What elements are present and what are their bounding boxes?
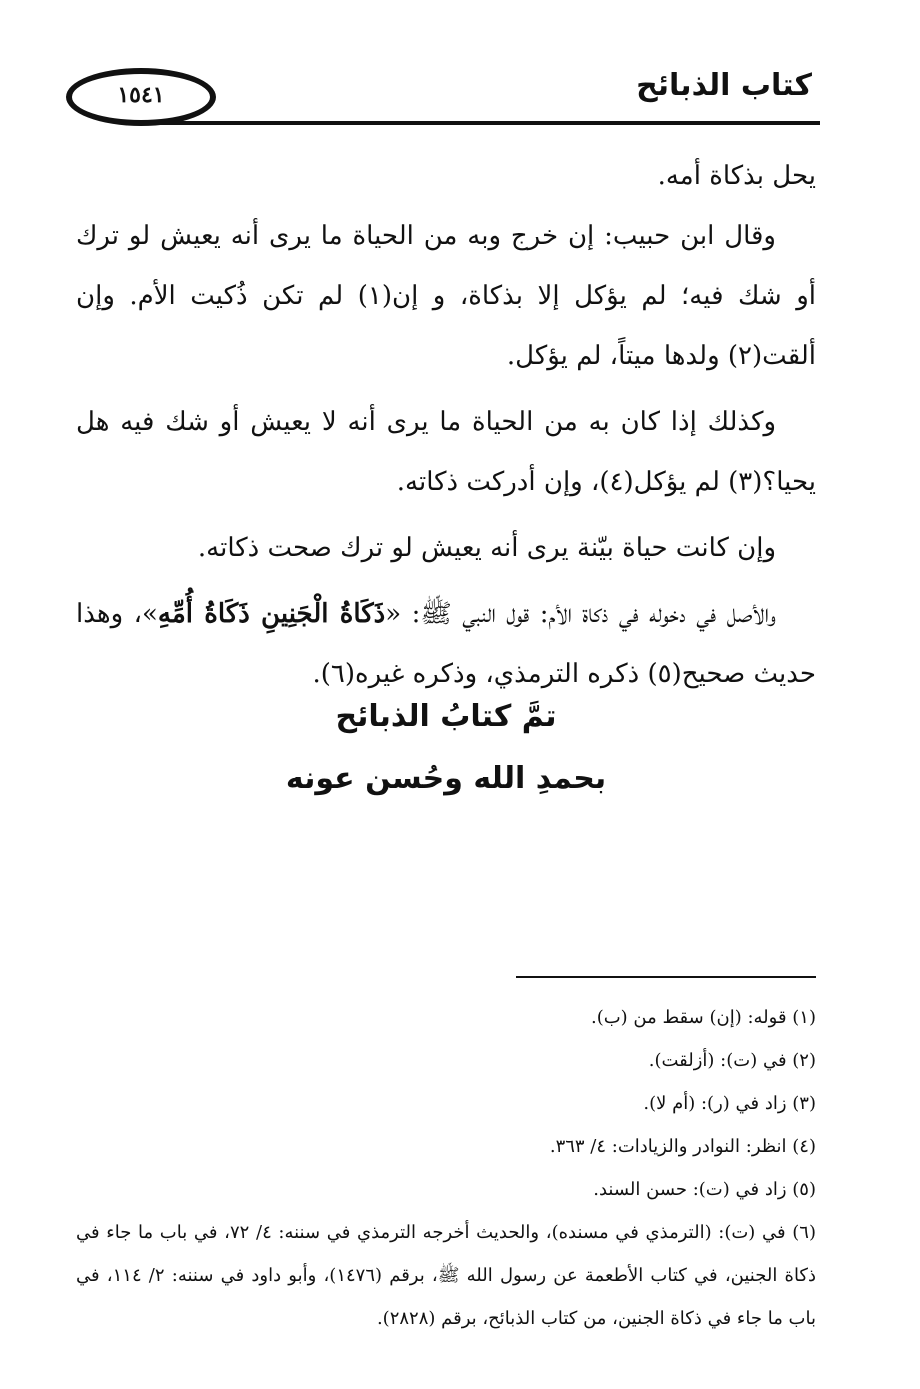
paragraph-5-lead: والأصل في دخوله في ذكاة الأم: قول النبي ﷺ: « [385, 599, 776, 629]
paragraph-4: وإن كانت حياة بيّنة يرى أنه يعيش لو ترك صحت ذكاته. [197, 533, 776, 563]
paragraph-2: وقال ابن حبيب: إن خرج وبه من الحياة ما يرى أنه يعيش لو ترك أو شك فيه؛ لم يؤكل إلا بذكاة، و إن(١) لم تكن ذُكيت الأم. وإن ألقت(٢) ولدها ميتاً، لم يؤكل. [76, 221, 816, 371]
footnote-6: (٦) في (ت): (الترمذي في مسنده)، والحديث أخرجه الترمذي في سننه: ٤/ ٧٢، في باب ما جاء في ذكاة الجنين، في كتاب الأطعمة عن رسول الله ﷺ، برقم (١٤٧٦)، وأبو داود في سننه: ٢/ ١١٤، في باب ما جاء في ذكاة الجنين، من كتاب الذبائح، برقم (٢٨٢٨). [76, 1222, 817, 1329]
footnote-3: (٣) زاد في (ر): (أم لا). [643, 1093, 816, 1114]
hadith-quote: ذَكَاةُ الْجَنِينِ ذَكَاةُ أُمِّهِ [157, 599, 386, 629]
footnote-5: (٥) زاد في (ت): حسن السند. [593, 1179, 816, 1200]
page-number: ١٥٤١ [117, 82, 165, 108]
footnote-2: (٢) في (ت): (أزلقت). [648, 1050, 816, 1071]
footnote-4: (٤) انظر: النوادر والزيادات: ٤/ ٣٦٣. [549, 1136, 816, 1157]
main-text [76, 146, 816, 704]
footnotes [76, 996, 816, 1340]
paragraph-5-tail: »، وهذا حديث صحيح(٥) ذكره الترمذي، وذكره غيره(٦). [76, 599, 816, 689]
running-title: كتاب الذبائح [636, 68, 812, 103]
footnote-1: (١) قوله: (إن) سقط من (ب). [590, 1007, 816, 1028]
colophon-line-1: تمَّ كتابُ الذبائح [335, 699, 557, 734]
paragraph-3: وكذلك إذا كان به من الحياة ما يرى أنه لا يعيش أو شك فيه هل يحيا؟(٣) لم يؤكل(٤)، وإن أدركت ذكاته. [76, 407, 816, 497]
header-rule [146, 121, 820, 125]
footnote-separator [516, 976, 816, 978]
paragraph-1: يحل بذكاة أمه. [657, 161, 816, 191]
page-header [60, 62, 820, 134]
colophon-line-2: بحمدِ الله وحُسن عونه [285, 761, 607, 796]
closing-colophon [76, 686, 816, 810]
